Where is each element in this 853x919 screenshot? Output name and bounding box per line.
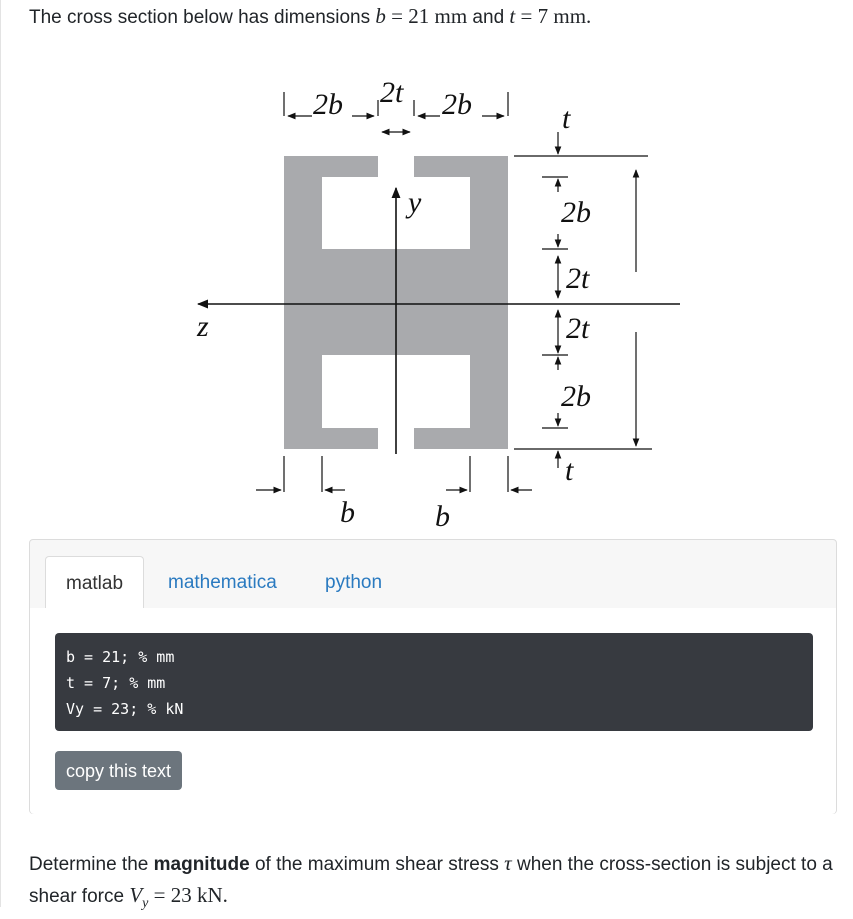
cross-section-diagram (180, 70, 690, 540)
problem-intro (29, 4, 591, 30)
label-t-bottom: t (565, 454, 574, 487)
question-bold: magnitude (153, 854, 250, 875)
cross-section-figure (180, 70, 690, 540)
tab-matlab[interactable]: matlab (45, 556, 144, 609)
code-line: t = 7; % mm (66, 674, 166, 692)
v-symbol: V (129, 883, 143, 907)
tab-panel-matlab (30, 608, 836, 814)
code-line: Vy = 23; % kN (66, 700, 184, 718)
label-y-axis: y (408, 186, 422, 219)
copy-text-button[interactable]: copy this text (55, 751, 182, 790)
question-shear-text: when the cross-section is subject to a shear force (29, 854, 833, 907)
tau-symbol: τ (504, 851, 512, 875)
page-left-border (0, 0, 1, 907)
v-subscript: y (142, 895, 149, 911)
intro-prefix: The cross section below has dimensions (29, 7, 376, 28)
code-block (55, 633, 813, 731)
label-b-left: b (340, 496, 355, 529)
tab-mathematica[interactable]: mathematica (168, 572, 277, 593)
intro-t-value: = 7 mm. (515, 4, 592, 28)
label-2b-lower: 2b (561, 380, 591, 413)
label-top-2b-left: 2b (313, 88, 343, 121)
question-middle: of the maximum shear stress (249, 854, 505, 875)
code-line: b = 21; % mm (66, 648, 175, 666)
label-2t-upper: 2t (566, 262, 590, 295)
intro-t-symbol: t (509, 4, 516, 28)
label-2t-lower: 2t (566, 312, 590, 345)
label-top-2b-right: 2b (442, 88, 472, 121)
question-text (29, 848, 844, 919)
tab-python[interactable]: python (325, 572, 383, 593)
label-b-right: b (435, 500, 450, 533)
language-tabs (30, 540, 836, 609)
label-top-2t: 2t (380, 76, 404, 109)
question-prefix: Determine the (29, 854, 154, 875)
label-t-top: t (562, 102, 571, 135)
label-2b-upper: 2b (561, 196, 591, 229)
code-tabs-card (29, 539, 837, 814)
intro-b-symbol: b (375, 4, 386, 28)
question-value: = 23 kN. (148, 883, 228, 907)
intro-conj: and (467, 7, 510, 28)
intro-b-value: = 21 mm (385, 4, 468, 28)
label-z-axis: z (197, 310, 209, 343)
